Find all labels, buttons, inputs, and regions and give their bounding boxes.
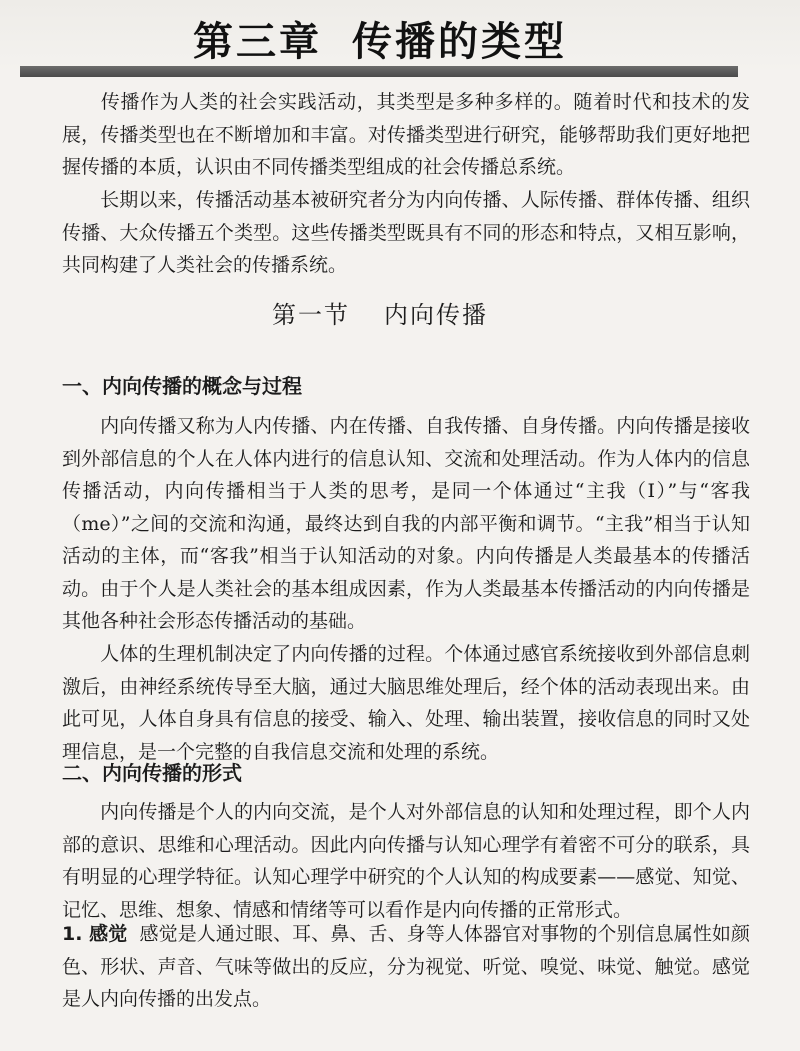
intro-paragraph-1: 传播作为人类的社会实践活动，其类型是多种多样的。随着时代和技术的发展，传播类型也在不断增加和丰富。对传播类型进行研究，能够帮助我们更好地把握传播的本质，认识由不同传播类型组成的社会传播总系统。 [62, 91, 750, 178]
chapter-heading [0, 10, 760, 67]
intro-paragraph-2: 长期以来，传播活动基本被研究者分为内向传播、人际传播、群体传播、组织传播、大众传播五个类型。这些传播类型既具有不同的形态和特点，又相互影响，共同构建了人类社会的传播系统。 [62, 189, 750, 276]
subsection-2-title: 二、内向传播的形式 [62, 761, 242, 785]
chapter-number: 第三章 [193, 19, 322, 65]
item-sensation [62, 918, 750, 1016]
subsection-1-paragraph-2: 人体的生理机制决定了内向传播的过程。个体通过感官系统接收到外部信息刺激后，由神经系统传导至大脑，通过大脑思维处理后，经个体的活动表现出来。由此可见，人体自身具有信息的接受、输入、处理、输出装置，接收信息的同时又处理信息，是一个完整的自我信息交流和处理的系统。 [62, 643, 750, 763]
item-sensation-term: 1. 感觉 [62, 923, 128, 945]
chapter-title: 传播的类型 [352, 19, 567, 65]
chapter-title-rule [20, 66, 738, 77]
section-title: 内向传播 [384, 301, 488, 329]
section-number: 第一节 [272, 301, 350, 329]
item-sensation-text: 感觉是人通过眼、耳、鼻、舌、身等人体器官对事物的个别信息属性如颜色、形状、声音、气味等做出的反应，分为视觉、听觉、嗅觉、味觉、触觉。感觉是人内向传播的出发点。 [62, 923, 750, 1010]
subsection-2-paragraph-1: 内向传播是个人的内向交流，是个人对外部信息的认知和处理过程，即个人内部的意识、思维和心理活动。因此内向传播与认知心理学有着密不可分的联系，具有明显的心理学特征。认知心理学中研究的个人认知的构成要素——感觉、知觉、记忆、思维、想象、情感和情绪等可以看作是内向传播的正常形式。 [62, 801, 750, 921]
subsection-1-paragraph-1: 内向传播又称为人内传播、内在传播、自我传播、自身传播。内向传播是接收到外部信息的个人在人体内进行的信息认知、交流和处理活动。作为人体内的信息传播活动，内向传播相当于人类的思考，是同一个体通过“主我（I）”与“客我（me）”之间的交流和沟通，最终达到自我的内部平衡和调节。“主我”相当于认知活动的主体，而“客我”相当于认知活动的对象。内向传播是人类最基本的传播活动。由于个人是人类社会的基本组成因素，作为人类最基本传播活动的内向传播是其他各种社会形态传播活动的基础。 [62, 415, 750, 632]
section-heading [0, 295, 760, 330]
subsection-1-title: 一、内向传播的概念与过程 [62, 374, 302, 398]
